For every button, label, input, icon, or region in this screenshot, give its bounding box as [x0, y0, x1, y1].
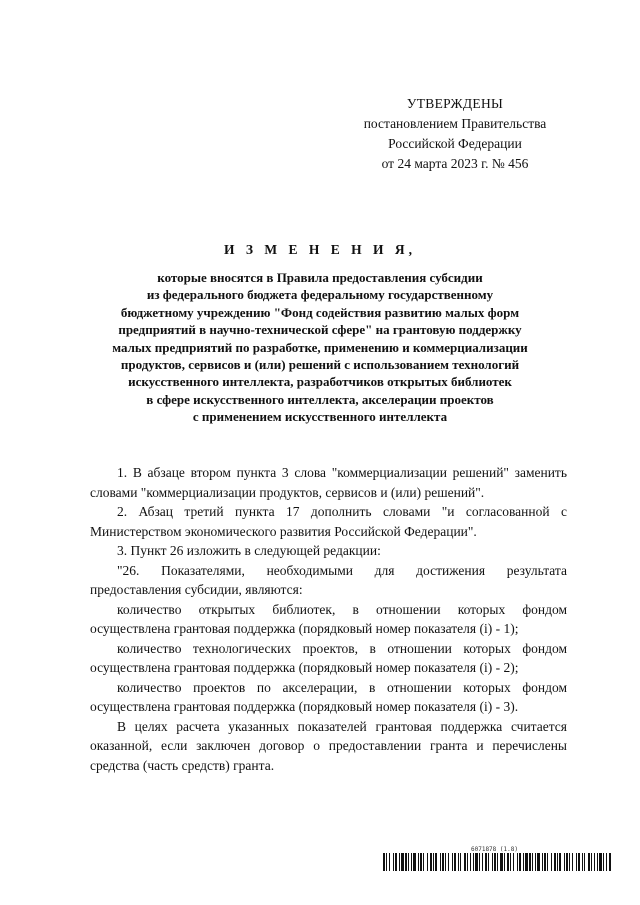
barcode-bar	[488, 853, 489, 871]
barcode-bar	[582, 853, 583, 871]
barcode-bar	[423, 853, 424, 871]
barcode-bar	[576, 853, 577, 871]
paragraph-8: В целях расчета указанных показателей грантовая поддержка считается оказанной, если заключен договор о предоставлении гранта и перечислены средства (часть средств) гранта.	[90, 718, 567, 773]
heading-line: продуктов, сервисов и (или) решений с использованием технологий	[120, 357, 520, 373]
approval-line-2: Российской Федерации	[388, 136, 522, 151]
barcode-bar	[529, 853, 531, 871]
barcode-bar	[572, 853, 573, 871]
paragraph-3: 3. Пункт 26 изложить в следующей редакции:	[117, 543, 381, 558]
barcode-bar	[435, 853, 437, 871]
barcode-bar	[519, 853, 521, 871]
document-heading	[90, 241, 550, 426]
heading-title: И З М Е Н Е Н И Я,	[223, 242, 416, 257]
barcode-bar	[532, 853, 533, 871]
paragraph-1: 1. В абзаце втором пункта 3 слова "коммерциализации решений" заменить словами "коммерциализации продуктов, сервисов и (или) решений".	[90, 465, 567, 500]
barcode-bar	[383, 853, 385, 871]
barcode-bar	[418, 853, 419, 871]
barcode-bar	[537, 853, 540, 871]
paragraph-5: количество открытых библиотек, в отношении которых фондом осуществлена грантовая поддержка (порядковый номер показателя (i) - 1);	[90, 601, 567, 636]
barcode-bar	[395, 853, 397, 871]
paragraph-6: количество технологических проектов, в отношении которых фондом осуществлена грантовая поддержка (порядковый номер показателя (i) - 2);	[90, 640, 567, 675]
barcode-bar	[467, 853, 468, 871]
barcode-bar	[494, 853, 496, 871]
barcode-bar	[525, 853, 528, 871]
barcode-bar	[504, 853, 505, 871]
barcode-bar	[513, 853, 514, 871]
barcode-bar	[408, 853, 409, 871]
barcode-bar	[594, 853, 595, 871]
barcode-bar	[606, 853, 607, 871]
barcode-bar	[566, 853, 568, 871]
barcode-bar	[482, 853, 483, 871]
barcode-bar	[401, 853, 404, 871]
barcode-bar	[500, 853, 503, 871]
barcode-bar	[551, 853, 552, 871]
barcode-bar	[517, 853, 518, 871]
paragraph-7: количество проектов по акселерации, в отношении которых фондом осуществлена грантовая поддержка (порядковый номер показателя (i) - 3).	[90, 679, 567, 714]
barcode-bar	[557, 853, 558, 871]
heading-line: в сфере искусственного интеллекта, акселерации проектов	[146, 391, 494, 407]
barcode-bar	[599, 853, 602, 871]
barcode-bar	[473, 853, 474, 871]
barcode-bar	[445, 853, 446, 871]
barcode-bar	[523, 853, 524, 871]
barcode-bar	[393, 853, 394, 871]
barcode-bar	[588, 853, 590, 871]
barcode-bar	[475, 853, 478, 871]
barcode-bar	[420, 853, 422, 871]
barcode-bar	[507, 853, 509, 871]
heading-line: малых предприятий по разработке, применению и коммерциализации	[112, 339, 528, 355]
barcode-bar	[454, 853, 456, 871]
barcode-bar	[609, 853, 611, 871]
barcode-bar	[569, 853, 570, 871]
barcode-bar	[470, 853, 471, 871]
barcode-bar	[448, 853, 449, 871]
barcode-bar	[440, 853, 441, 871]
heading-line: бюджетному учреждению "Фонд содействия развитию малых форм	[120, 304, 520, 320]
barcode-bar	[411, 853, 412, 871]
barcode-bar	[547, 853, 548, 871]
barcode-bar	[535, 853, 536, 871]
barcode-bar	[479, 853, 480, 871]
barcode-bar	[433, 853, 434, 871]
approval-title: УТВЕРЖДЕНЫ	[406, 96, 504, 111]
barcode-bar	[544, 853, 546, 871]
barcode-image	[383, 853, 612, 871]
heading-line: искусственного интеллекта, разработчиков открытых библиотек	[128, 374, 512, 390]
approval-stamp	[350, 94, 560, 174]
barcode-bar	[413, 853, 416, 871]
barcode-bar	[584, 853, 585, 871]
barcode-bar	[564, 853, 565, 871]
document-body	[90, 463, 567, 775]
heading-line: с применением искусственного интеллекта	[192, 409, 448, 425]
barcode-bar	[464, 853, 466, 871]
paragraph-4: "26. Показателями, необходимыми для достижения результата предоставления субсидии, являются:	[90, 562, 567, 597]
barcode-bar	[430, 853, 432, 871]
barcode-bar	[485, 853, 487, 871]
barcode-bar	[492, 853, 493, 871]
barcode-bar	[389, 853, 390, 871]
barcode-bar	[554, 853, 556, 871]
approval-line-1: постановлением Правительства	[363, 116, 547, 131]
barcode-bar	[578, 853, 580, 871]
heading-line: которые вносятся в Правила предоставления субсидии	[157, 270, 483, 285]
heading-line: из федерального бюджета федеральному государственному	[146, 287, 494, 303]
heading-line: предприятий в научно-технической сфере" на грантовую поддержку	[118, 322, 522, 338]
barcode-bar	[386, 853, 387, 871]
barcode-bar	[559, 853, 561, 871]
barcode-bar	[510, 853, 511, 871]
barcode-bar	[399, 853, 400, 871]
barcode-bar	[542, 853, 543, 871]
heading-subtitle	[90, 269, 550, 426]
barcode-bar	[460, 853, 461, 871]
approval-line-3: от 24 марта 2023 г. № 456	[381, 156, 529, 171]
barcode-bar	[405, 853, 407, 871]
paragraph-2: 2. Абзац третий пункта 17 дополнить словами "и согласованной с Министерством экономического развития Российской Федерации".	[90, 504, 567, 539]
document-code: 6071878 (1.8)	[471, 846, 518, 853]
barcode-bar	[452, 853, 453, 871]
barcode-bar	[442, 853, 444, 871]
barcode-bar	[591, 853, 592, 871]
barcode-bar	[427, 853, 428, 871]
barcode-bar	[458, 853, 459, 871]
barcode-bar	[597, 853, 598, 871]
barcode-bar	[497, 853, 498, 871]
barcode-bar	[603, 853, 604, 871]
